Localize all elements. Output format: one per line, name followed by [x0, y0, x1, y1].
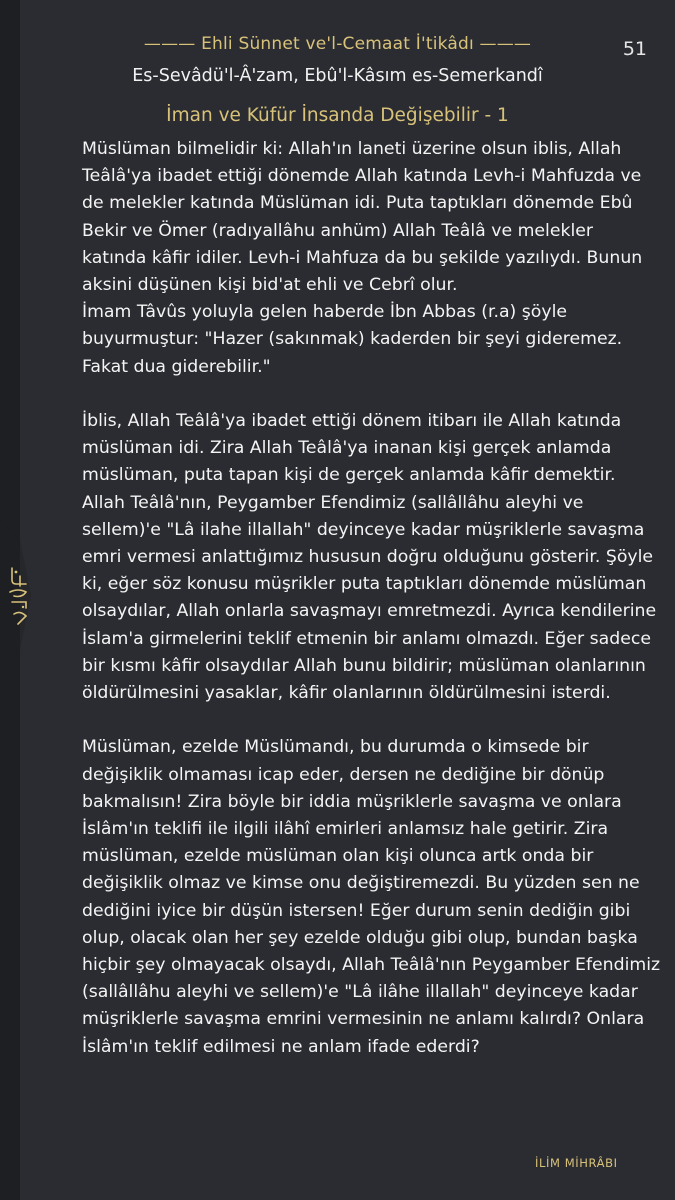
series-title: ——— Ehli Sünnet ve'l-Cemaat İ'tikâdı ———: [143, 34, 532, 54]
paragraph: İblis, Allah Teâlâ'ya ibadet ettiği dönem itibarı ile Allah katında müslüman idi. Zira Allah Teâlâ'ya inanan kişi gerçek anlamda müslüman, puta tapan kişi de gerçek anlamda kâfir demektir. Allah Teâlâ'nın, Peygamber Efendimiz (sallâllâhu aleyhi ve sellem)'e "Lâ ilahe illallah" deyinceye kadar müşriklerle savaşma emri vermesi anlattığımız hususun doğru olduğunu gösterir. Şöyle ki, eğer söz konusu müşrikler puta taptıkları dönemde müslüman olsaydılar, Allah onlarla savaşmayı emretmezdi. Ayrıca kendilerine İslam'a girmelerini teklif etmenin bir anlamı olmazdı. Eğer sadece bir kısmı kâfir olsaydılar Allah bunu bildirir; müslüman olanlarının öldürülmesini yasaklar, kâfir olanlarının öldürülmesini isterdi.: [82, 411, 657, 704]
book-title: Es-Sevâdü'l-Â'zam, Ebû'l-Kâsım es-Semerkandî: [132, 66, 543, 86]
paragraph: Müslüman, ezelde Müslümandı, bu durumda o kimsede bir değişiklik olmaması icap eder, dersen ne dediğine bir dönüp bakmalısın! Zira böyle bir iddia müşriklerle savaşma ve onlara İslâm'ın teklifi ile ilgili ilâhî emirleri anlamsız hale getirir. Zira müslüman, ezelde müslüman olan kişi olunca artk onda bir değişiklik olmaz ve kimse onu değiştiremezdi. Bu yüzden sen ne dediğini iyice bir düşün istersen! Eğer durum senin dediğin gibi olup, olacak olan her şey ezelde olduğu gibi olup, bundan başka hiçbir şey olmayacak olsaydı, Allah Teâlâ'nın Peygamber Efendimiz (sallâllâhu aleyhi ve sellem)'e "Lâ ilâhe illallah" deyinceye kadar müşriklerle savaşma emrini vermesinin ne anlamı kalırdı? Onlara İslâm'ın teklif edilmesi ne anlam ifade ederdi?: [82, 737, 661, 1057]
section-title: İman ve Küfür İnsanda Değişebilir - 1: [166, 105, 509, 126]
paragraph-gap: [82, 707, 662, 734]
paragraph-gap: [82, 381, 662, 408]
paragraph: İmam Tâvûs yoluyla gelen haberde İbn Abbas (r.a) şöyle buyurmuştur: "Hazer (sakınmak) kaderden bir şeyi gideremez. Fakat dua giderebilir.": [82, 302, 623, 377]
paragraph: Müslüman bilmelidir ki: Allah'ın laneti üzerine olsun iblis, Allah Teâlâ'ya ibadet ettiği dönemde Allah katında Levh-i Mahfuzda ve de melekler katında Müslüman idi. Puta taptıkları dönemde Ebû Bekir ve Ömer (radıyallâhu anhüm) Allah Teâlâ ve melekler katında kâfir idiler. Levh-i Mahfuza da bu şekilde yazılıydı. Bunun aksini düşünen kişi bid'at ehli ve Cebrî olur.: [82, 139, 643, 296]
page-number: 51: [622, 38, 647, 60]
calligraphy-logo-icon: [0, 520, 40, 670]
footer-label: İLİM MİHRÂBI: [535, 1156, 618, 1170]
body-text: [82, 136, 662, 1061]
